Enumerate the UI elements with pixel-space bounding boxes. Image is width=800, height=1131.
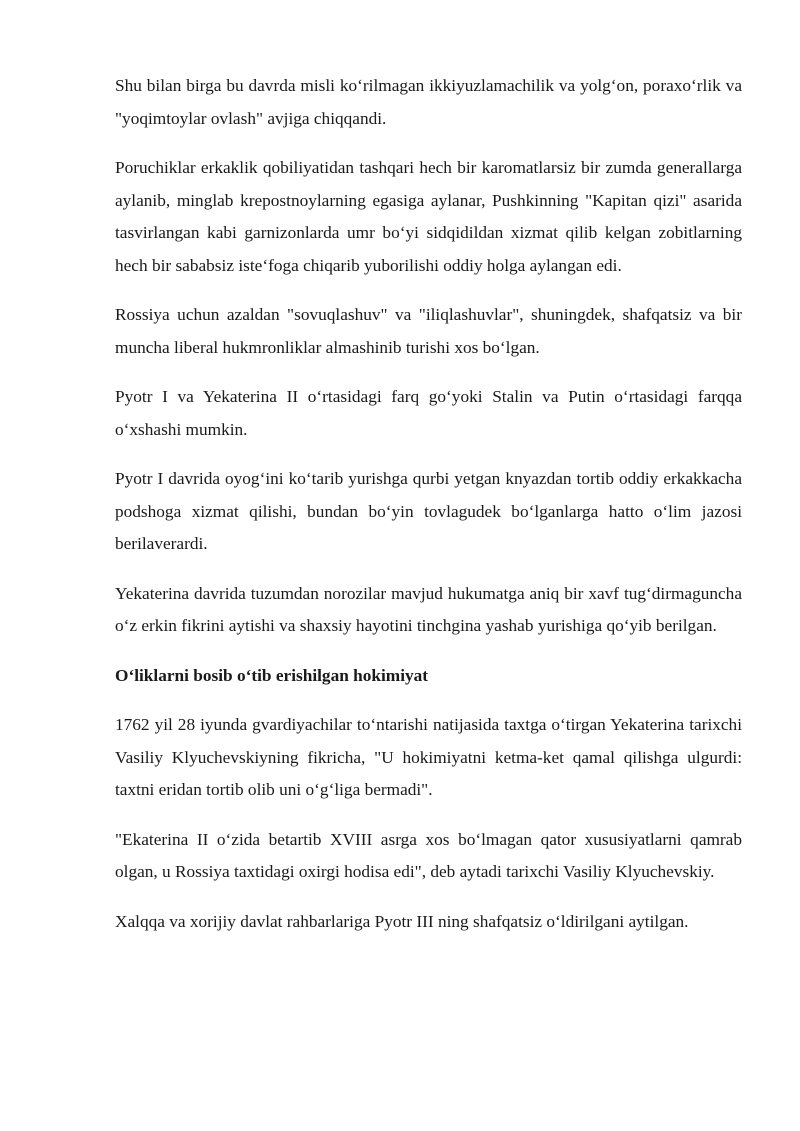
paragraph-6: Yekaterina davrida tuzumdan norozilar mavjud hukumatga aniq bir xavf tug‘dirmaguncha o‘z erkin fikrini aytishi va shaxsiy hayotini tinchgina yashab yurishiga qo‘yib berilgan. bbox=[115, 583, 742, 635]
paragraph-1: Shu bilan birga bu davrda misli ko‘rilmagan ikkiyuzlamachilik va yolg‘on, poraxo‘rlik va "yoqimtoylar ovlash" avjiga chiqqandi. bbox=[115, 76, 742, 128]
paragraph-5: Pyotr I davrida oyog‘ini ko‘tarib yurishga qurbi yetgan knyazdan tortib oddiy erkakkacha podshoga xizmat qilishi, bundan bo‘yin tovlagudek bo‘lganlarga hatto o‘lim jazosi berilaverardi. bbox=[115, 469, 742, 553]
section-heading: O‘liklarni bosib o‘tib erishilgan hokimiyat bbox=[115, 665, 429, 685]
paragraph-2: Poruchiklar erkaklik qobiliyatidan tashqari hech bir karomatlarsiz bir zumda generallarga aylanib, minglab krepostnoylarning egasiga aylanar, Pushkinning "Kapitan qizi" asarida tasvirlangan kabi garnizonlarda umr bo‘yi sidqidildan xizmat qilib kelgan zobitlarning hech bir sababsiz iste‘foga chiqarib yuborilishi oddiy holga aylangan edi. bbox=[115, 158, 742, 275]
paragraph-9: Xalqqa va xorijiy davlat rahbarlariga Pyotr III ning shafqatsiz o‘ldirilgani aytilgan. bbox=[115, 911, 689, 931]
paragraph-7: 1762 yil 28 iyunda gvardiyachilar to‘ntarishi natijasida taxtga o‘tirgan Yekaterina tarixchi Vasiliy Klyuchevskiyning fikricha, "U hokimiyatni ketma-ket qamal qilishga ulgurdi: taxtni eridan tortib olib uni o‘g‘liga bermadi". bbox=[115, 715, 742, 799]
paragraph-8: "Ekaterina II o‘zida betartib XVIII asrga xos bo‘lmagan qator xususiyatlarni qamrab olgan, u Rossiya taxtidagi oxirgi hodisa edi", deb aytadi tarixchi Vasiliy Klyuchevskiy. bbox=[115, 829, 742, 881]
paragraph-4: Pyotr I va Yekaterina II o‘rtasidagi farq go‘yoki Stalin va Putin o‘rtasidagi farqqa o‘xshashi mumkin. bbox=[115, 387, 742, 439]
paragraph-3: Rossiya uchun azaldan "sovuqlashuv" va "iliqlashuvlar", shuningdek, shafqatsiz va bir muncha liberal hukmronliklar almashinib turishi xos bo‘lgan. bbox=[115, 305, 742, 357]
document-page bbox=[115, 70, 742, 955]
